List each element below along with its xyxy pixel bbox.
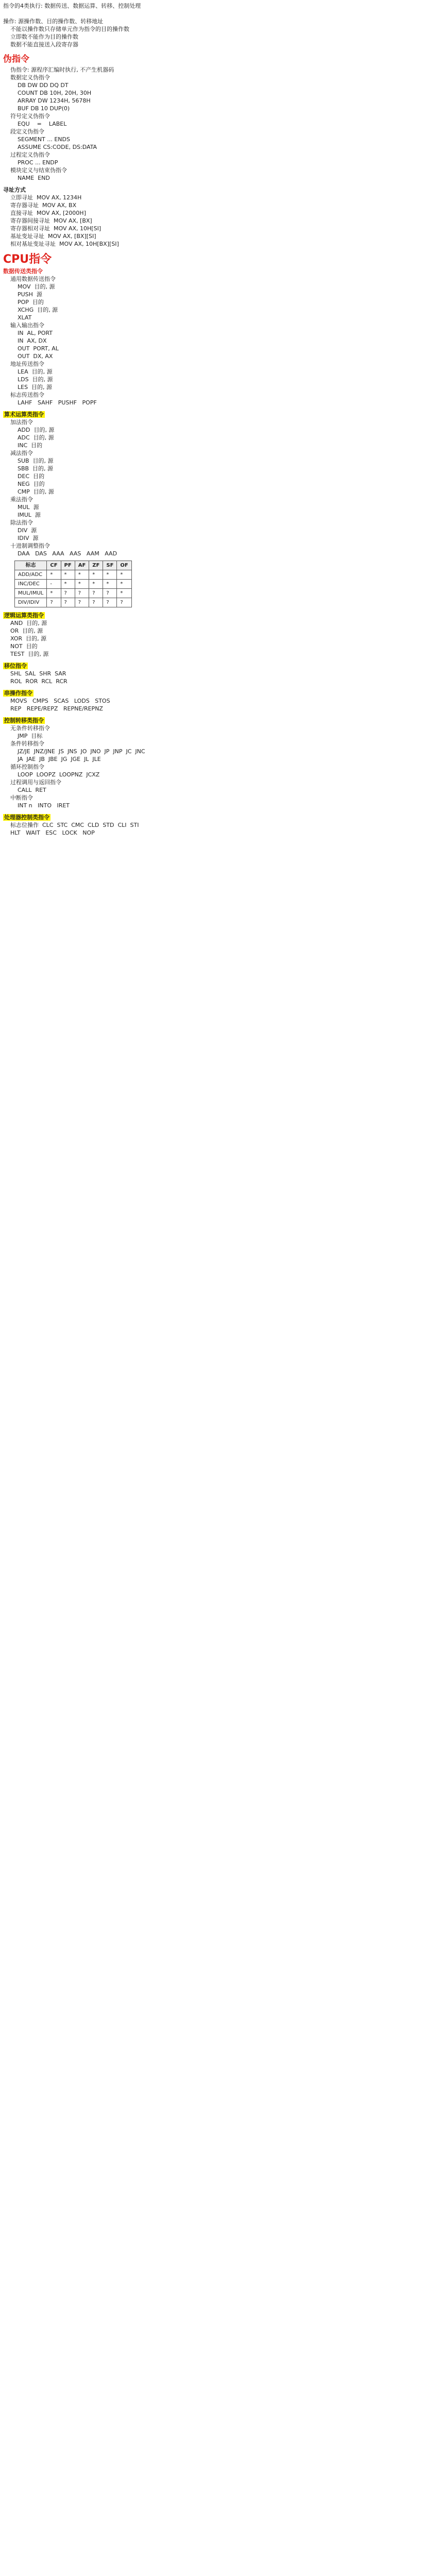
text-line: 过程调用与返回指令 <box>3 779 61 786</box>
text-line: 中断指令 <box>3 794 33 801</box>
flags-header-cell: PF <box>61 561 75 570</box>
text-line: INT n INTO IRET <box>3 802 70 809</box>
section-title: 寻址方式 <box>3 187 26 193</box>
text-line: TEST 目的, 源 <box>3 651 49 657</box>
text-line: 十进制调整指令 <box>3 543 50 549</box>
flags-header-row <box>15 561 132 570</box>
text-line: POP 目的 <box>3 299 44 306</box>
flags-cell: * <box>117 589 131 598</box>
intro-line: 指令的4类执行: 数据传送、数据运算、转移、控制处理 <box>3 3 141 9</box>
intro-line: 操作: 源操作数、目的操作数、转移地址 <box>3 18 104 25</box>
flags-cell: ? <box>61 598 75 607</box>
flags-row <box>15 580 132 589</box>
intro-line: 立即数不能作为目的操作数 <box>3 33 78 40</box>
text-line: REP REPE/REPZ REPNE/REPNZ <box>3 705 103 712</box>
text-line: 地址传送指令 <box>3 361 44 367</box>
text-line: 乘法指令 <box>3 496 33 503</box>
string-lines <box>3 697 436 713</box>
text-line: DAA DAS AAA AAS AAM AAD <box>3 550 117 557</box>
flags-cell: * <box>117 570 131 580</box>
flags-cell: ? <box>47 598 61 607</box>
flags-body <box>15 570 132 607</box>
flags-cell: * <box>47 589 61 598</box>
cpu-title: CPU指令 <box>3 253 52 266</box>
jump-lines <box>3 724 436 809</box>
text-line: JA JAE JB JBE JG JGE JL JLE <box>3 756 101 762</box>
intro-line <box>3 10 292 18</box>
flags-cell: * <box>103 580 117 589</box>
text-line: 通用数据传送指令 <box>3 276 56 282</box>
text-line: 标志传送指令 <box>3 392 44 398</box>
text-line: DEC 目的 <box>3 473 45 480</box>
text-line: ASSUME CS:CODE, DS:DATA <box>3 144 97 150</box>
text-line: 立即寻址 MOV AX, 1234H <box>3 194 82 201</box>
text-line: IN AL, PORT <box>3 330 53 336</box>
text-line: DIV 源 <box>3 527 37 534</box>
text-line: XLAT <box>3 314 32 321</box>
flags-header-cell: 标志 <box>15 561 47 570</box>
text-line: AND 目的, 源 <box>3 620 47 626</box>
flags-row <box>15 598 132 607</box>
logic-title: 逻辑运算类指令 <box>4 612 44 619</box>
text-line: CMP 目的, 源 <box>3 488 54 495</box>
arith-section <box>3 411 436 607</box>
text-line: MOV 目的, 源 <box>3 283 55 290</box>
text-line: NOT 目的 <box>3 643 38 650</box>
text-line: 伪指令: 源程序汇编时执行, 不产生机器码 <box>3 66 114 73</box>
text-line: LAHF SAHF PUSHF POPF <box>3 399 97 406</box>
text-line: LEA 目的, 源 <box>3 368 53 375</box>
flags-cell: INC/DEC <box>15 580 47 589</box>
text-line: COUNT DB 10H, 20H, 30H <box>3 90 92 96</box>
flags-cell: ADD/ADC <box>15 570 47 580</box>
logic-lines <box>3 619 436 658</box>
flags-header-cell: SF <box>103 561 117 570</box>
text-line: PUSH 源 <box>3 291 42 298</box>
text-line: 基址变址寻址 MOV AX, [BX][SI] <box>3 233 96 240</box>
addressing-section <box>3 186 436 248</box>
text-line: 加法指令 <box>3 419 33 426</box>
flags-cell: * <box>89 580 103 589</box>
flags-cell: ? <box>103 589 117 598</box>
arith-lines <box>3 418 436 557</box>
flags-header-cell: OF <box>117 561 131 570</box>
logic-section <box>3 612 436 658</box>
intro-line: 数据不能直接送入段寄存器 <box>3 41 78 48</box>
flags-cell: * <box>75 580 89 589</box>
flags-cell: ? <box>89 589 103 598</box>
flags-cell: - <box>47 580 61 589</box>
pseudo-section <box>3 53 436 182</box>
string-title: 串操作指令 <box>4 690 32 697</box>
text-line: LOOP LOOPZ LOOPNZ JCXZ <box>3 771 100 778</box>
text-line: OUT PORT, AL <box>3 345 59 352</box>
text-line: ADC 目的, 源 <box>3 434 54 441</box>
text-line: ARRAY DW 1234H, 5678H <box>3 97 91 104</box>
flags-cell: * <box>117 580 131 589</box>
cpu-section <box>3 252 436 406</box>
jump-title: 控制转移类指令 <box>4 717 44 724</box>
flags-row <box>15 570 132 580</box>
text-line: NAME END <box>3 175 50 181</box>
flags-cell: DIV/IDIV <box>15 598 47 607</box>
flags-header-cell: AF <box>75 561 89 570</box>
intro-line: 不能以操作数只存储单元作为指令的目的操作数 <box>3 26 129 32</box>
section-title: 伪指令 <box>3 54 29 64</box>
text-line: ROL ROR RCL RCR <box>3 678 67 685</box>
text-line: JMP 目标 <box>3 733 43 739</box>
text-line: INC 目的 <box>3 442 43 449</box>
text-line: HLT WAIT ESC LOCK NOP <box>3 829 95 836</box>
text-line: EQU = LABEL <box>3 121 67 127</box>
text-line: DB DW DD DQ DT <box>3 82 69 89</box>
flags-cell: MUL/IMUL <box>15 589 47 598</box>
ctrl-title: 处理器控制类指令 <box>4 814 49 821</box>
text-line: 减法指令 <box>3 450 33 456</box>
flags-cell: * <box>75 570 89 580</box>
jump-section <box>3 717 436 809</box>
flags-cell: * <box>47 570 61 580</box>
text-line: IN AX, DX <box>3 337 47 344</box>
flags-table <box>14 561 132 607</box>
string-section <box>3 689 436 713</box>
text-line: JZ/JE JNZ/JNE JS JNS JO JNO JP JNP JC JNC <box>3 748 145 755</box>
shift-section <box>3 662 436 685</box>
flags-cell: ? <box>103 598 117 607</box>
text-line: 无条件转移指令 <box>3 725 50 732</box>
text-line: XCHG 目的, 源 <box>3 307 58 313</box>
text-line: 直接寻址 MOV AX, [2000H] <box>3 210 86 216</box>
text-line: 相对基址变址寻址 MOV AX, 10H[BX][SI] <box>3 241 119 247</box>
text-line: LES 目的, 源 <box>3 384 53 391</box>
transfer-lines <box>3 275 436 406</box>
flags-cell: * <box>89 570 103 580</box>
flags-cell: ? <box>117 598 131 607</box>
text-line: SHL SAL SHR SAR <box>3 670 66 677</box>
text-line: SUB 目的, 源 <box>3 457 54 464</box>
flags-cell: ? <box>75 598 89 607</box>
flags-cell: * <box>103 570 117 580</box>
text-line: 条件转移指令 <box>3 740 44 747</box>
flags-row <box>15 589 132 598</box>
text-line: 标志位操作 CLC STC CMC CLD STD CLI STI <box>3 822 139 828</box>
text-line: MOVS CMPS SCAS LODS STOS <box>3 698 110 704</box>
intro-block <box>3 2 436 48</box>
flags-cell: ? <box>75 589 89 598</box>
text-line: ADD 目的, 源 <box>3 427 55 433</box>
text-line: 模块定义与结束伪指令 <box>3 167 67 174</box>
text-line: 数据定义伪指令 <box>3 74 50 81</box>
text-line: 寄存器相对寻址 MOV AX, 10H[SI] <box>3 225 102 232</box>
flags-cell: * <box>61 570 75 580</box>
text-line: BUF DB 10 DUP(0) <box>3 105 70 112</box>
text-line: OUT DX, AX <box>3 353 53 360</box>
text-line: OR 目的, 源 <box>3 628 43 634</box>
section-lines <box>3 194 436 248</box>
text-line: 寄存器寻址 MOV AX, BX <box>3 202 77 209</box>
text-line: 输入输出指令 <box>3 322 44 329</box>
text-line: PROC ... ENDP <box>3 159 58 166</box>
ctrl-lines <box>3 821 436 837</box>
text-line: MUL 源 <box>3 504 39 511</box>
arith-title: 算术运算类指令 <box>4 411 44 418</box>
section-lines <box>3 66 436 182</box>
flags-header-cell: CF <box>47 561 61 570</box>
text-line: 除法指令 <box>3 519 33 526</box>
text-line: 过程定义伪指令 <box>3 151 50 158</box>
text-line: IDIV 源 <box>3 535 39 541</box>
transfer-title: 数据传送类指令 <box>3 268 43 275</box>
text-line: 循环控制指令 <box>3 764 44 770</box>
text-line: NEG 目的 <box>3 481 45 487</box>
text-line: XOR 目的, 源 <box>3 635 47 642</box>
text-line: SBB 目的, 源 <box>3 465 54 472</box>
ctrl-section <box>3 814 436 837</box>
text-line: IMUL 源 <box>3 512 41 518</box>
flags-header-cell: ZF <box>89 561 103 570</box>
flags-cell: ? <box>89 598 103 607</box>
text-line: LDS 目的, 源 <box>3 376 53 383</box>
text-line: 段定义伪指令 <box>3 128 44 135</box>
shift-lines <box>3 670 436 685</box>
text-line: 寄存器间接寻址 MOV AX, [BX] <box>3 217 92 224</box>
shift-title: 移位指令 <box>4 663 27 669</box>
flags-cell: * <box>61 580 75 589</box>
text-line: CALL RET <box>3 787 46 793</box>
text-line: SEGMENT ... ENDS <box>3 136 70 143</box>
text-line: 符号定义伪指令 <box>3 113 50 120</box>
flags-cell: ? <box>61 589 75 598</box>
